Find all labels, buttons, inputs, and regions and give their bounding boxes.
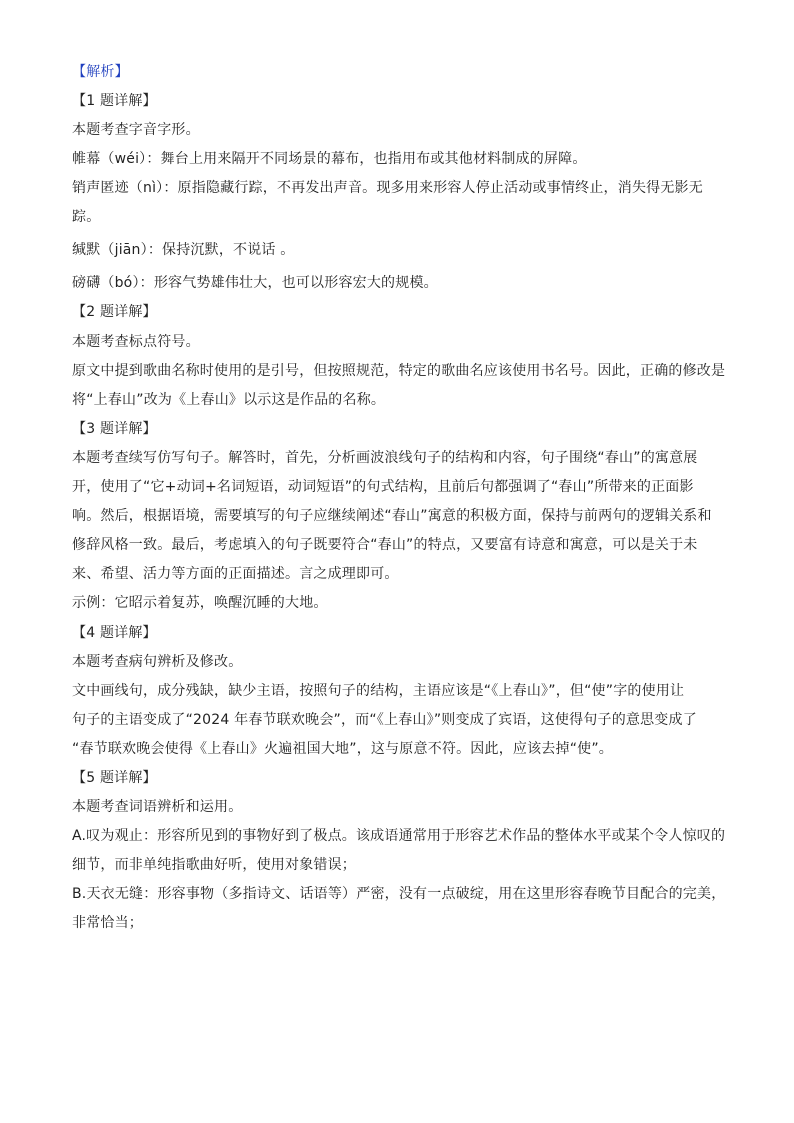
- q5-intro: 本题考查词语辨析和运用。: [72, 799, 243, 816]
- q5-heading: 【5 题详解】: [72, 769, 157, 786]
- q3-line-1: 本题考查续写仿写句子。解答时，首先，分析画波浪线句子的结构和内容，句子围绕“春山”的寓意展: [72, 449, 698, 466]
- q1-item-pangbo: 磅礴（bó）：形容气势雄伟壮大，也可以形容宏大的规模。: [72, 275, 438, 292]
- q3-line-2: 开，使用了“它+动词+名词短语，动词短语”的句式结构，且前后句都强调了“春山”所带来的正面影: [72, 479, 694, 496]
- q2-line-1: 原文中提到歌曲名称时使用的是引号，但按照规范，特定的歌曲名应该使用书名号。因此，正确的修改是: [72, 362, 726, 379]
- q4-line-2: 句子的主语变成了“2024 年春节联欢晚会”，而“《上春山》”则变成了宾语，这使得句子的意思变成了: [72, 711, 697, 728]
- q1-heading: 【1 题详解】: [72, 93, 157, 110]
- q4-line-1: 文中画线句，成分残缺，缺少主语，按照句子的结构，主语应该是“《上春山》”，但“使”字的使用让: [72, 682, 685, 699]
- q5-option-b-line1: B.天衣无缝：形容事物（多指诗文、话语等）严密，没有一点破绽，用在这里形容春晚节目配合的完美，: [72, 886, 726, 903]
- document-page: [72, 62, 726, 943]
- q3-heading: 【3 题详解】: [72, 420, 157, 437]
- q1-item-jianmo: 缄默（jiān）：保持沉默，不说话 。: [72, 242, 295, 259]
- q3-line-5: 来、希望、活力等方面的正面描述。言之成理即可。: [72, 566, 399, 583]
- q2-heading: 【2 题详解】: [72, 304, 157, 321]
- q2-intro: 本题考查标点符号。: [72, 333, 200, 350]
- q1-item-weimu: 帷幕（wéi）：舞台上用来隔开不同场景的幕布，也指用布或其他材料制成的屏障。: [72, 151, 587, 168]
- q4-line-3: “春节联欢晚会使得《上春山》火遍祖国大地”，这与原意不符。因此，应该去掉“使”。: [72, 740, 614, 757]
- q5-option-a-line2: 细节，而非单纯指歌曲好听，使用对象错误；: [72, 857, 356, 874]
- q3-line-3: 响。然后，根据语境，需要填写的句子应继续阐述“春山”寓意的积极方面，保持与前两句的逻辑关系和: [72, 508, 712, 525]
- q1-item-xiaosheng-line2: 踪。: [72, 209, 101, 226]
- q1-item-xiaosheng-line1: 销声匿迹（nì）：原指隐藏行踪，不再发出声音。现多用来形容人停止活动或事情终止，消失得无影无: [72, 180, 703, 197]
- analysis-heading: 【解析】: [72, 64, 129, 80]
- q3-line-4: 修辞风格一致。最后，考虑填入的句子既要符合“春山”的特点，又要富有诗意和寓意，可以是关于未: [72, 537, 698, 554]
- q4-heading: 【4 题详解】: [72, 624, 157, 641]
- q1-intro: 本题考查字音字形。: [72, 122, 200, 139]
- q5-option-a-line1: A.叹为观止：形容所见到的事物好到了极点。该成语通常用于形容艺术作品的整体水平或某个令人惊叹的: [72, 828, 726, 845]
- q4-intro: 本题考查病句辨析及修改。: [72, 653, 243, 670]
- q2-line-2: 将“上春山”改为《上春山》以示这是作品的名称。: [72, 391, 386, 408]
- q5-option-b-line2: 非常恰当；: [72, 915, 143, 932]
- q3-example: 示例：它昭示着复苏，唤醒沉睡的大地。: [72, 595, 328, 612]
